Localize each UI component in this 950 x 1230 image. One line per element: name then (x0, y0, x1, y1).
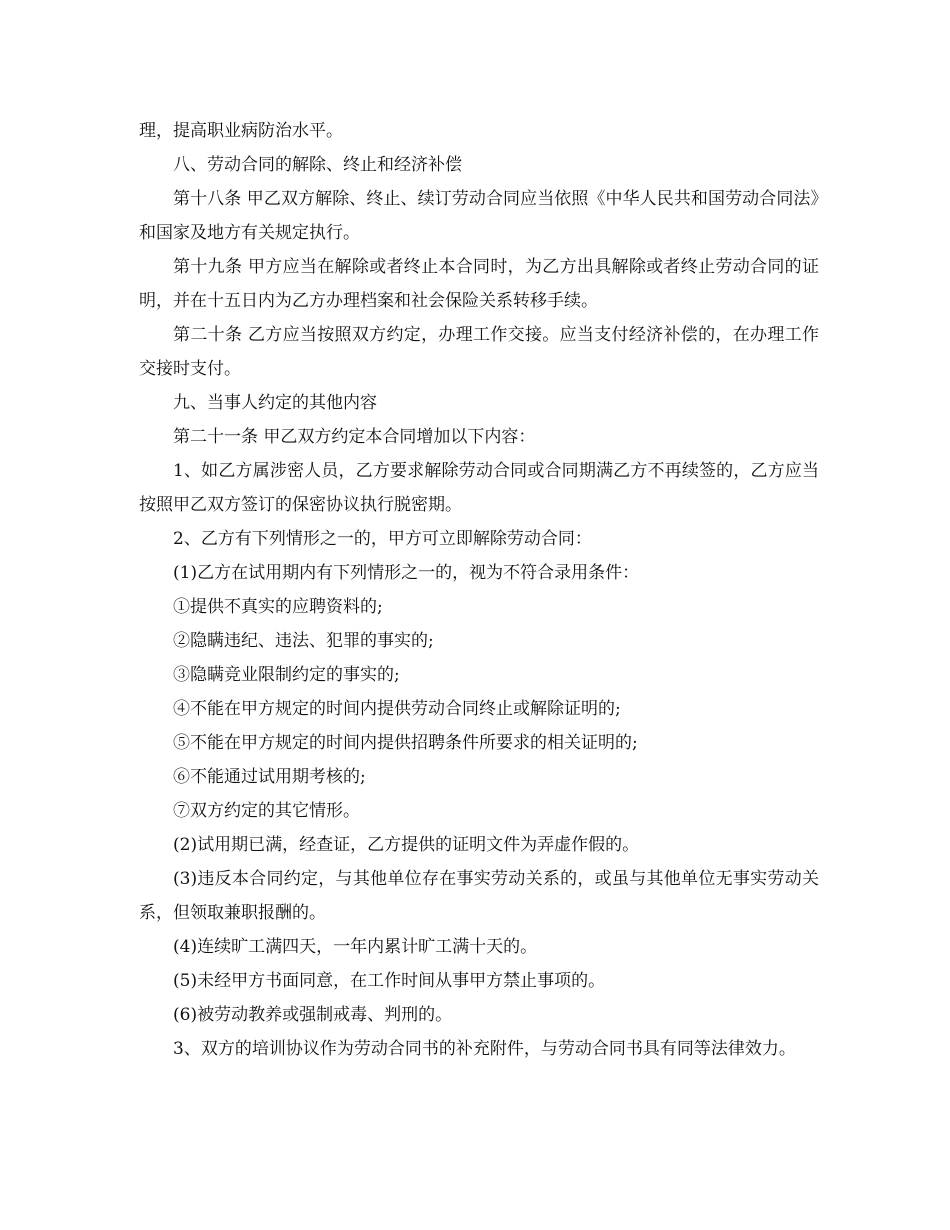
list-item-1: ①提供不真实的应聘资料的; (173, 597, 383, 617)
document-body (139, 114, 819, 1066)
sub-clause-5: (5)未经甲方书面同意，在工作时间从事甲方禁止事项的。 (173, 971, 606, 991)
list-item-6: ⑥不能通过试用期考核的; (173, 767, 366, 787)
list-item-5: ⑤不能在甲方规定的时间内提供招聘条件所要求的相关证明的; (173, 733, 638, 753)
sub-clause-1: (1)乙方在试用期内有下列情形之一的，视为不符合录用条件： (173, 563, 640, 583)
sub-clause-6: (6)被劳动教养或强制戒毒、判刑的。 (173, 1005, 453, 1025)
sub-clause-3: (3)违反本合同约定，与其他单位存在事实劳动关系的，或虽与其他单位无事实劳动关系，但领取兼职报酬的。 (139, 869, 819, 923)
clause-1: 1、如乙方属涉密人员，乙方要求解除劳动合同或合同期满乙方不再续签的，乙方应当按照甲乙双方签订的保密协议执行脱密期。 (139, 461, 819, 515)
list-item-3: ③隐瞒竞业限制约定的事实的; (173, 665, 400, 685)
article-20: 第二十条 乙方应当按照双方约定，办理工作交接。应当支付经济补偿的，在办理工作交接时支付。 (139, 325, 819, 379)
section-heading-8: 八、劳动合同的解除、终止和经济补偿 (173, 155, 462, 175)
paragraph-continuation: 理，提高职业病防治水平。 (139, 121, 343, 141)
article-19: 第十九条 甲方应当在解除或者终止本合同时，为乙方出具解除或者终止劳动合同的证明，并在十五日内为乙方办理档案和社会保险关系转移手续。 (139, 257, 819, 311)
clause-2: 2、乙方有下列情形之一的，甲方可立即解除劳动合同： (173, 529, 592, 549)
article-21: 第二十一条 甲乙双方约定本合同增加以下内容： (173, 427, 536, 447)
article-18: 第十八条 甲乙双方解除、终止、续订劳动合同应当依照《中华人民共和国劳动合同法》和国家及地方有关规定执行。 (139, 189, 819, 243)
list-item-2: ②隐瞒违纪、违法、犯罪的事实的; (173, 631, 434, 651)
clause-3: 3、双方的培训协议作为劳动合同书的补充附件，与劳动合同书具有同等法律效力。 (173, 1039, 796, 1059)
sub-clause-4: (4)连续旷工满四天，一年内累计旷工满十天的。 (173, 937, 538, 957)
list-item-7: ⑦双方约定的其它情形。 (173, 801, 360, 821)
sub-clause-2: (2)试用期已满，经查证，乙方提供的证明文件为弄虚作假的。 (173, 835, 640, 855)
section-heading-9: 九、当事人约定的其他内容 (173, 393, 377, 413)
list-item-4: ④不能在甲方规定的时间内提供劳动合同终止或解除证明的; (173, 699, 621, 719)
